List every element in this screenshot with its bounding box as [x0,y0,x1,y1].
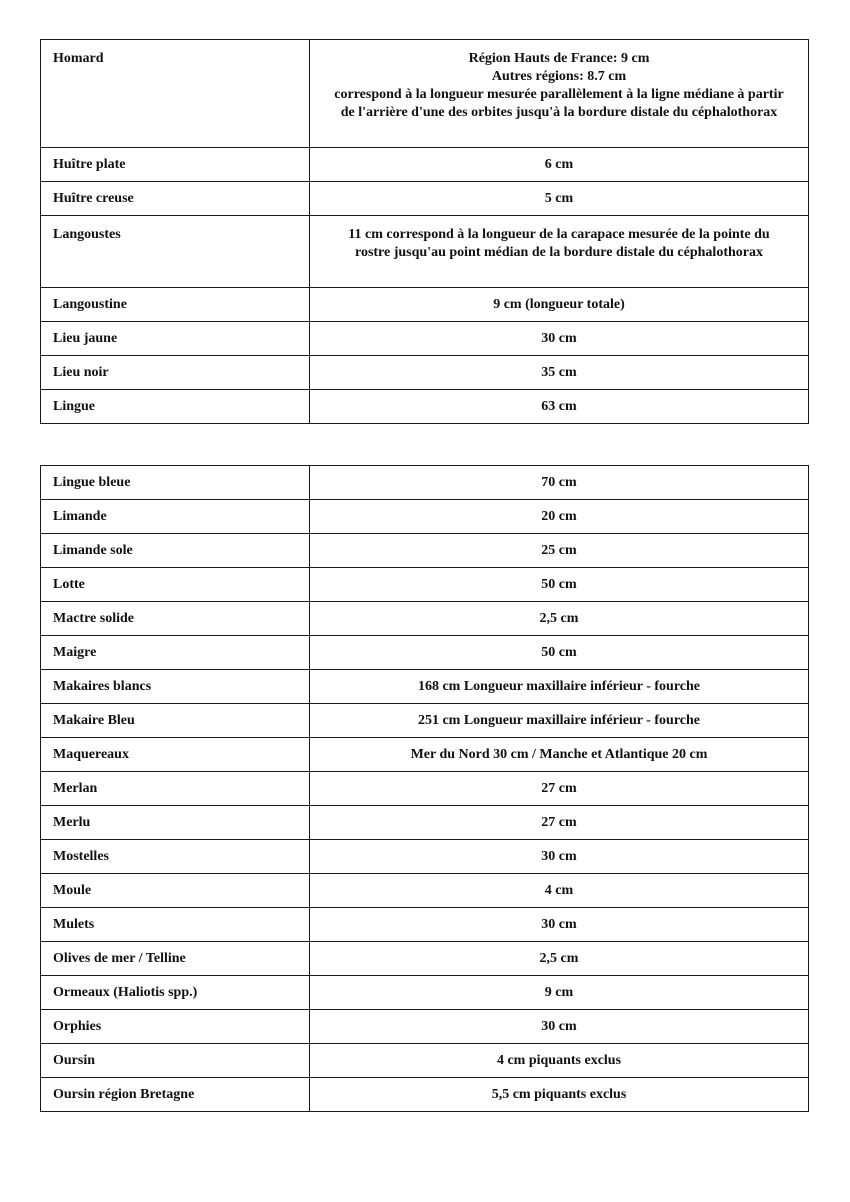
species-cell: Maquereaux [41,738,310,772]
species-cell: Lingue bleue [41,466,310,500]
species-cell: Merlu [41,806,310,840]
species-cell: Langoustine [41,288,310,322]
species-cell: Lingue [41,390,310,424]
table-row [41,976,809,1010]
species-cell: Oursin région Bretagne [41,1078,310,1112]
species-cell: Makaire Bleu [41,704,310,738]
species-cell: Merlan [41,772,310,806]
size-cell: 25 cm [310,534,809,568]
table-row [41,322,809,356]
table-row [41,772,809,806]
size-line: Région Hauts de France: 9 cm [468,51,650,66]
species-cell: Homard [41,40,310,148]
table-row [41,636,809,670]
species-cell: Moule [41,874,310,908]
size-cell: 4 cm piquants exclus [310,1044,809,1078]
size-cell: 4 cm [310,874,809,908]
table-row [41,806,809,840]
table-row [41,1010,809,1044]
table-row [41,216,809,288]
table-row [41,390,809,424]
table-row [41,534,809,568]
size-cell: 5,5 cm piquants exclus [310,1078,809,1112]
size-cell: 2,5 cm [310,602,809,636]
table-row [41,356,809,390]
size-line: correspond à la longueur mesurée parallèlement à la ligne médiane à partir de l'arrière d'une des orbites jusqu'à la bordure distale du céphalothorax [334,87,784,120]
size-cell: 9 cm [310,976,809,1010]
size-table-2 [40,465,809,1112]
size-cell: 27 cm [310,806,809,840]
species-cell: Ormeaux (Haliotis spp.) [41,976,310,1010]
species-cell: Mostelles [41,840,310,874]
size-cell: 20 cm [310,500,809,534]
species-cell: Huître creuse [41,182,310,216]
table-row [41,466,809,500]
size-cell: 30 cm [310,1010,809,1044]
size-cell: Mer du Nord 30 cm / Manche et Atlantique 20 cm [310,738,809,772]
size-cell: 251 cm Longueur maxillaire inférieur - fourche [310,704,809,738]
table-row [41,704,809,738]
table-row [41,182,809,216]
size-cell: 50 cm [310,636,809,670]
size-cell: 30 cm [310,840,809,874]
species-cell: Lieu noir [41,356,310,390]
species-cell: Mulets [41,908,310,942]
species-cell: Huître plate [41,148,310,182]
size-cell: 63 cm [310,390,809,424]
species-cell: Makaires blancs [41,670,310,704]
size-cell: 6 cm [310,148,809,182]
species-cell: Olives de mer / Telline [41,942,310,976]
table-row [41,288,809,322]
species-cell: Maigre [41,636,310,670]
species-cell: Limande sole [41,534,310,568]
size-cell [310,216,809,288]
size-cell: 30 cm [310,322,809,356]
size-cell: 168 cm Longueur maxillaire inférieur - fourche [310,670,809,704]
table-row [41,738,809,772]
table-row [41,1044,809,1078]
species-cell: Orphies [41,1010,310,1044]
size-cell: 70 cm [310,466,809,500]
table-row [41,602,809,636]
species-cell: Lieu jaune [41,322,310,356]
table-row [41,908,809,942]
table-row [41,1078,809,1112]
table-row [41,840,809,874]
species-cell: Limande [41,500,310,534]
table-row [41,40,809,148]
table-row [41,148,809,182]
size-cell: 27 cm [310,772,809,806]
size-cell: 2,5 cm [310,942,809,976]
size-line: Autres régions: 8.7 cm [491,69,627,84]
size-table-1 [40,39,809,424]
table-row [41,670,809,704]
table-row [41,874,809,908]
size-cell: 35 cm [310,356,809,390]
size-cell: 30 cm [310,908,809,942]
species-cell: Oursin [41,1044,310,1078]
species-cell: Lotte [41,568,310,602]
size-line: 11 cm correspond à la longueur de la carapace mesurée de la pointe du rostre jusqu'au point médian de la bordure distale du céphalothorax [348,227,770,260]
size-cell: 5 cm [310,182,809,216]
size-cell: 50 cm [310,568,809,602]
table-row [41,500,809,534]
size-cell: 9 cm (longueur totale) [310,288,809,322]
table-row [41,568,809,602]
species-cell: Langoustes [41,216,310,288]
size-cell [310,40,809,148]
species-cell: Mactre solide [41,602,310,636]
table-row [41,942,809,976]
